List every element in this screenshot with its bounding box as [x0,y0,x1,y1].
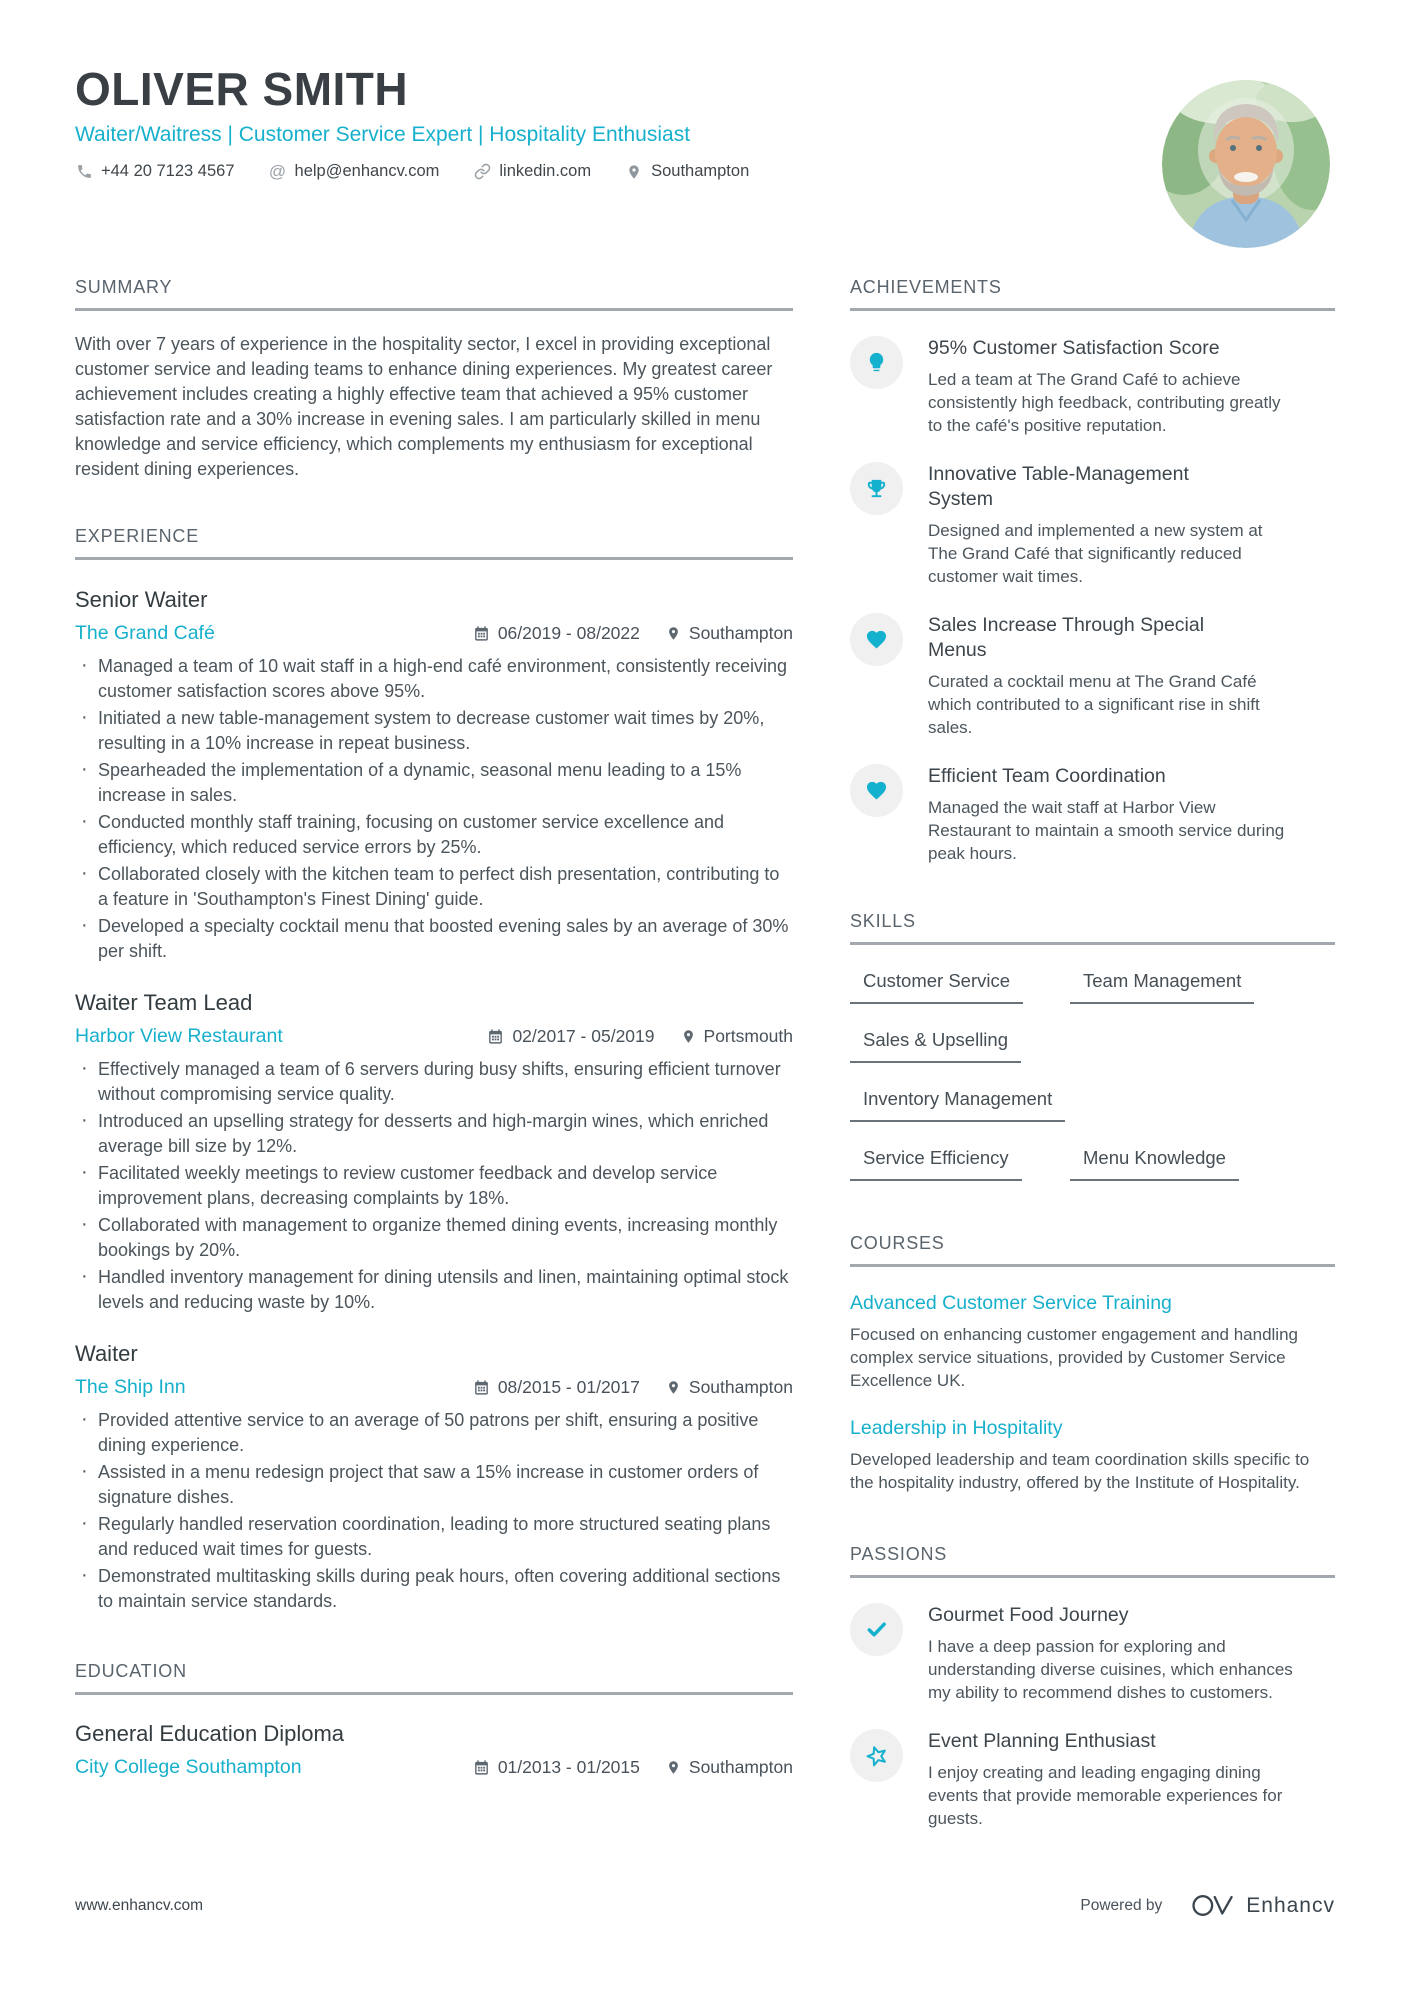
achievement-item [850,764,1335,865]
passion-text: I enjoy creating and leading engaging dining events that provide memorable experiences for guests. [928,1763,1283,1828]
profile-photo [1162,80,1330,248]
achievement-text: Curated a cocktail menu at The Grand Café which contributed to a significant rise in shift sales. [928,672,1260,737]
linkedin-url[interactable]: linkedin.com [499,162,592,180]
achievement-item [850,336,1335,437]
location-contact [625,162,749,181]
achievement-body [928,764,1296,865]
content-columns [75,277,1335,1830]
achievement-text: Led a team at The Grand Café to achieve consistently high feedback, contributing greatly to the café's positive reputation. [928,370,1281,435]
summary-section [75,277,793,482]
school-name: City College Southampton [75,1756,302,1778]
skills-row [850,1029,1335,1063]
calendar-icon [473,625,490,642]
left-column [75,277,793,1830]
achievement-text: Designed and implemented a new system at The Grand Café that significantly reduced customer wait times. [928,521,1263,586]
job-entry [75,990,793,1314]
job-bullets [75,654,793,963]
bullet: · Spearheaded the implementation of a dynamic, seasonal menu leading to a 15% increase in sales. [75,758,793,807]
summary-heading: SUMMARY [75,277,793,311]
courses-heading: COURSES [850,1233,1335,1267]
passion-body [928,1729,1296,1830]
education-dates: 01/2013 - 01/2015 [473,1757,640,1778]
company-name: The Ship Inn [75,1376,186,1398]
job-dates: 02/2017 - 05/2019 [487,1026,654,1047]
skill-tag: Sales & Upselling [850,1029,1021,1063]
skills-row [850,1147,1335,1181]
course-title: Leadership in Hospitality [850,1417,1063,1439]
job-role: Waiter Team Lead [75,990,253,1015]
email-contact[interactable] [269,162,440,181]
passions-section [850,1544,1335,1830]
achievement-item [850,462,1335,588]
degree-title: General Education Diploma [75,1721,345,1746]
skills-section [850,911,1335,1181]
lightbulb-icon [850,336,903,389]
trophy-icon [850,462,903,515]
job-company-row [75,1025,793,1048]
star-icon [850,1729,903,1782]
location-text: Southampton [651,162,750,180]
job-meta [473,1377,793,1398]
skill-tag: Inventory Management [850,1088,1065,1122]
achievement-title: Efficient Team Coordination [928,765,1166,787]
achievement-title: Sales Increase Through Special Menus [928,614,1205,661]
passion-item [850,1603,1335,1704]
email-icon: @ [268,161,287,181]
achievements-section [850,277,1335,865]
heart-icon [850,764,903,817]
passion-body [928,1603,1296,1704]
bullet: · Handled inventory management for dining utensils and linen, maintaining optimal stock levels and reducing waste by 10%. [75,1265,793,1314]
job-entry [75,1341,793,1613]
course-title: Advanced Customer Service Training [850,1292,1172,1314]
right-column [850,277,1335,1830]
job-company-row [75,622,793,645]
location-icon [681,1029,696,1044]
email-address[interactable]: help@enhancv.com [294,162,440,180]
location-icon [625,163,643,181]
education-location: Southampton [666,1757,793,1778]
job-entry [75,587,793,963]
calendar-icon [473,1759,490,1776]
location-icon [666,626,681,641]
achievements-heading: ACHIEVEMENTS [850,277,1335,311]
enhancv-logo-icon [1190,1890,1236,1921]
achievement-text: Managed the wait staff at Harbor View Restaurant to maintain a smooth service during peak hours. [928,798,1285,863]
header [75,62,1335,181]
bullet: · Collaborated closely with the kitchen team to perfect dish presentation, contributing to a feature in 'Southampton's Finest Dining' guide. [75,862,793,911]
bullet: · Regularly handled reservation coordination, leading to more structured seating plans and reduced wait times for guests. [75,1512,793,1561]
achievement-body [928,462,1296,588]
passion-title: Gourmet Food Journey [928,1604,1129,1626]
bullet: · Collaborated with management to organize themed dining events, increasing monthly bookings by 20%. [75,1213,793,1262]
check-icon [850,1603,903,1656]
bullet: · Effectively managed a team of 6 servers during busy shifts, ensuring efficient turnover without compromising service quality. [75,1057,793,1106]
achievement-item [850,613,1335,739]
location-icon [666,1760,681,1775]
skill-tag: Service Efficiency [850,1147,1022,1181]
job-meta [487,1026,793,1047]
courses-section [850,1233,1335,1494]
headline: Waiter/Waitress | Customer Service Expert | Hospitality Enthusiast [75,123,691,146]
course-item [850,1292,1335,1392]
job-meta [473,623,793,644]
person-name: OLIVER SMITH [75,63,409,115]
phone-number: +44 20 7123 4567 [101,162,235,180]
bullet: · Demonstrated multitasking skills during peak hours, often covering additional sections to maintain service standards. [75,1564,793,1613]
phone-icon [75,163,93,181]
job-role: Senior Waiter [75,587,208,612]
experience-section [75,526,793,1613]
experience-heading: EXPERIENCE [75,526,793,560]
linkedin-contact[interactable] [473,162,591,181]
achievement-body [928,613,1296,739]
calendar-icon [473,1379,490,1396]
company-name: The Grand Café [75,622,215,644]
link-icon [473,163,491,181]
job-bullets [75,1057,793,1314]
calendar-icon [487,1028,504,1045]
job-location: Southampton [666,1377,793,1398]
location-icon [666,1380,681,1395]
education-section [75,1661,793,1779]
passion-title: Event Planning Enthusiast [928,1730,1156,1752]
bullet: · Assisted in a menu redesign project that saw a 15% increase in customer orders of signature dishes. [75,1460,793,1509]
achievement-title: Innovative Table-Management System [928,463,1189,510]
education-meta [473,1757,793,1778]
skill-tag: Team Management [1070,970,1254,1004]
job-company-row [75,1376,793,1399]
powered-by-group [1080,1890,1335,1921]
achievement-body [928,336,1296,437]
course-text: Focused on enhancing customer engagement and handling complex service situations, provided by Customer Service Excellence UK. [850,1325,1298,1390]
job-location: Southampton [666,623,793,644]
heart-icon [850,613,903,666]
phone-contact [75,162,235,181]
job-bullets [75,1408,793,1613]
skills-row [850,970,1335,1004]
skill-tag: Customer Service [850,970,1023,1004]
course-text: Developed leadership and team coordination skills specific to the hospitality industry, offered by the Institute of Hospitality. [850,1450,1310,1492]
skills-heading: SKILLS [850,911,1335,945]
bullet: · Conducted monthly staff training, focusing on customer service excellence and efficiency, which reduced service errors by 25%. [75,810,793,859]
achievement-title: 95% Customer Satisfaction Score [928,337,1220,359]
bullet: · Provided attentive service to an average of 50 patrons per shift, ensuring a positive dining experience. [75,1408,793,1457]
bullet: · Introduced an upselling strategy for desserts and high-margin wines, which enriched average bill size by 12%. [75,1109,793,1158]
skill-tag: Menu Knowledge [1070,1147,1239,1181]
footer [75,1890,1335,1921]
job-location: Portsmouth [681,1026,793,1047]
education-school-row [75,1756,793,1779]
job-dates: 06/2019 - 08/2022 [473,623,640,644]
bullet: · Facilitated weekly meetings to review customer feedback and develop service improvement plans, decreasing complaints by 18%. [75,1161,793,1210]
education-heading: EDUCATION [75,1661,793,1695]
job-role: Waiter [75,1341,138,1366]
enhancv-brand[interactable] [1190,1890,1335,1921]
company-name: Harbor View Restaurant [75,1025,283,1047]
footer-site-link[interactable]: www.enhancv.com [75,1896,204,1914]
bullet: · Initiated a new table-management system to decrease customer wait times by 20%, resulting in a 10% increase in repeat business. [75,706,793,755]
powered-by-label: Powered by [1080,1896,1163,1914]
skills-row [850,1088,1335,1122]
bullet: · Developed a specialty cocktail menu that boosted evening sales by an average of 30% per shift. [75,914,793,963]
passion-item [850,1729,1335,1830]
enhancv-brand-name: Enhancv [1246,1893,1335,1917]
summary-text: With over 7 years of experience in the hospitality sector, I excel in providing exceptional customer service and leading teams to enhance dining experiences. My greatest career achievement includes creating a highly effective team that achieved a 95% customer satisfaction rate and a 30% increase in evening sales. I am particularly skilled in menu knowledge and service efficiency, which complements my enthusiasm for exceptional resident dining experiences. [75,334,773,479]
bullet: · Managed a team of 10 wait staff in a high-end café environment, consistently receiving customer satisfaction scores above 95%. [75,654,793,703]
job-dates: 08/2015 - 01/2017 [473,1377,640,1398]
course-item [850,1417,1335,1494]
passion-text: I have a deep passion for exploring and understanding diverse cuisines, which enhances my ability to recommend dishes to customers. [928,1637,1293,1702]
passions-heading: PASSIONS [850,1544,1335,1578]
contact-row [75,162,1335,181]
